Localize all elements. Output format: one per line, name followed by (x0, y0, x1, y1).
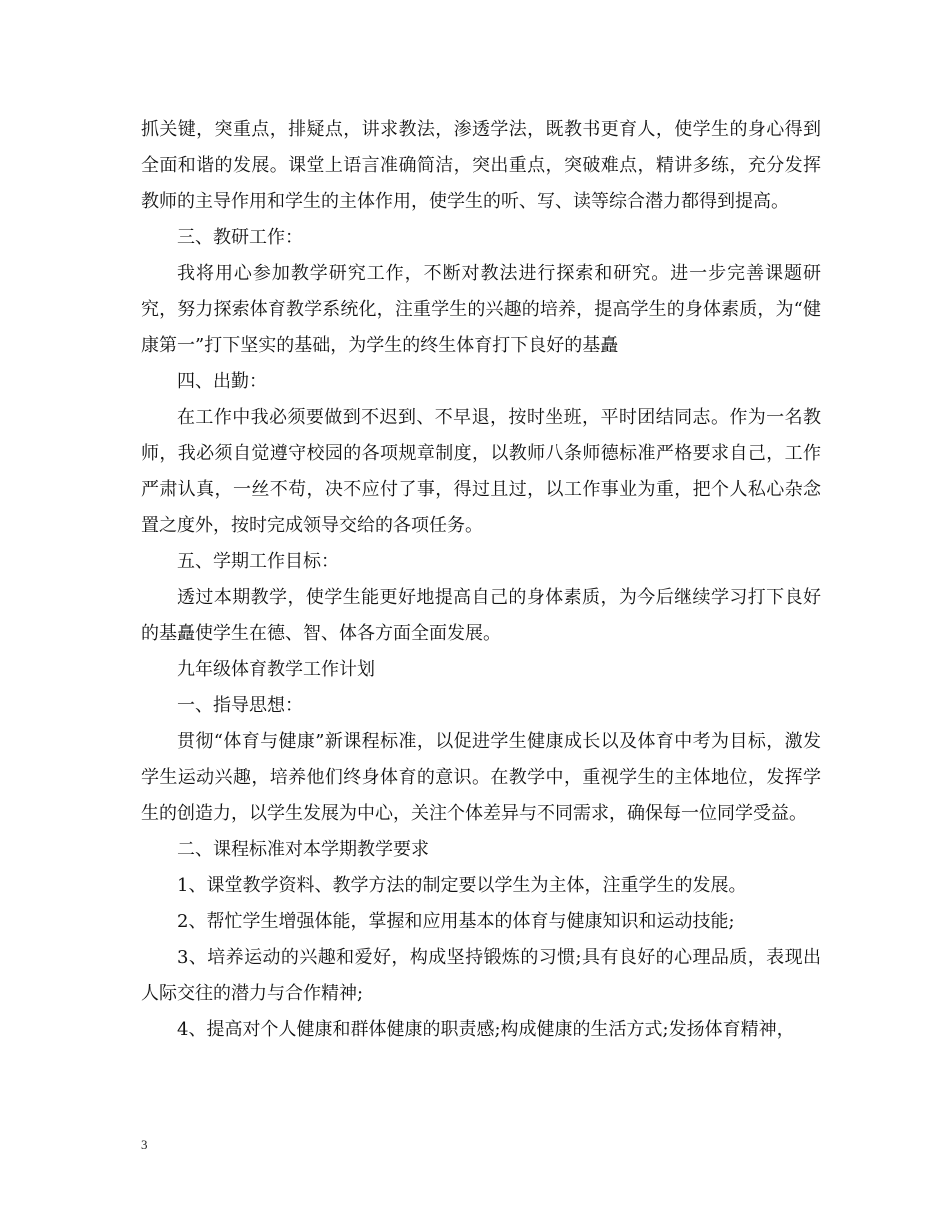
list-item-1: 1、课堂教学资料、教学方法的制定要以学生为主体，注重学生的发展。 (177, 875, 747, 896)
paragraph-guiding-ideas: 贯彻“体育与健康”新课程标准，以促进学生健康成长以及体育中考为目标，激发学生运动兴趣，培养他们终身体育的意识。在教学中，重视学生的主体地位，发挥学生的创造力，以学生发展为中心，关注个体差异与不同需求，确保每一位同学受益。 (141, 731, 821, 824)
paragraph-teaching-research: 我将用心参加教学研究工作，不断对教法进行探索和研究。进一步完善课题研究，努力探索体育教学系统化，注重学生的兴趣的培养，提高学生的身体素质，为“健康第一”打下坚实的基础，为学生的终生体育打下良好的基矗 (141, 263, 821, 356)
page-number: 3 (141, 1137, 148, 1152)
document-body (141, 112, 821, 1048)
list-item-3: 3、培养运动的兴趣和爱好，构成坚持锻炼的习惯;具有良好的心理品质，表现出人际交往的潜力与合作精神; (141, 947, 821, 1004)
list-item-4: 4、提高对个人健康和群体健康的职责感;构成健康的生活方式;发扬体育精神， (177, 1019, 795, 1040)
heading-teaching-research: 三、教研工作： (177, 227, 303, 248)
paragraph-attendance: 在工作中我必须要做到不迟到、不早退，按时坐班，平时团结同志。作为一名教师，我必须自觉遵守校园的各项规章制度，以教师八条师德标准严格要求自己，工作严肃认真，一丝不苟，决不应付了事，得过且过，以工作事业为重，把个人私心杂念置之度外，按时完成领导交给的各项任务。 (141, 407, 821, 536)
paragraph-semester-goals: 透过本期教学，使学生能更好地提高自己的身体素质，为今后继续学习打下良好的基矗使学生在德、智、体各方面全面发展。 (141, 587, 821, 644)
paragraph-teaching-method: 抓关键，突重点，排疑点，讲求教法，渗透学法，既教书更育人，使学生的身心得到全面和谐的发展。课堂上语言准确简洁，突出重点，突破难点，精讲多练，充分发挥教师的主导作用和学生的主体作用，使学生的听、写、读等综合潜力都得到提高。 (141, 119, 821, 212)
section-title-grade9-plan: 九年级体育教学工作计划 (177, 659, 375, 680)
heading-curriculum-standards: 二、课程标准对本学期教学要求 (177, 839, 429, 860)
heading-guiding-ideas: 一、指导思想： (177, 695, 303, 716)
heading-attendance: 四、出勤： (177, 371, 267, 392)
list-item-2: 2、帮忙学生增强体能，掌握和应用基本的体育与健康知识和运动技能; (177, 911, 735, 932)
heading-semester-goals: 五、学期工作目标： (177, 551, 339, 572)
